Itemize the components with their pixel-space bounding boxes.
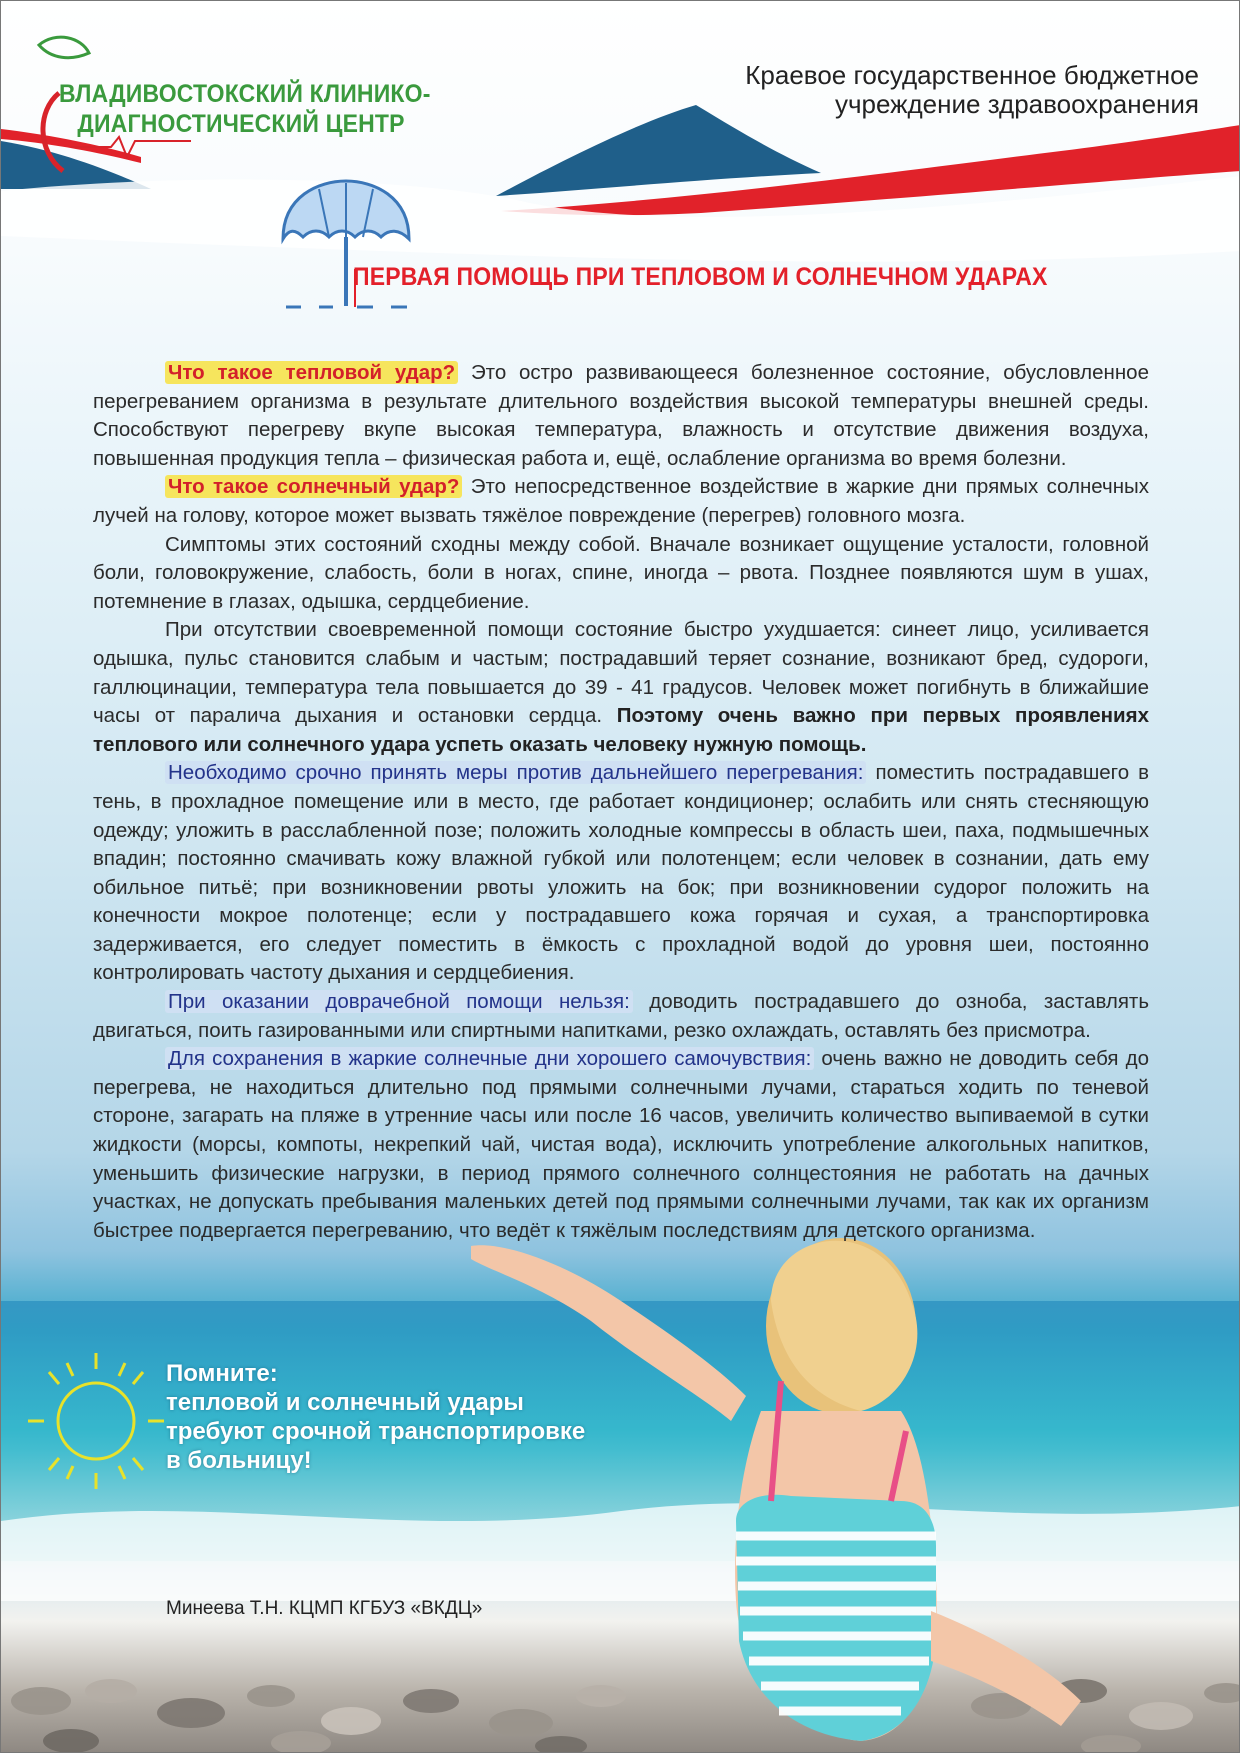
highlight-sunstroke-question: Что такое солнечный удар? xyxy=(165,475,462,498)
paragraph-do-not xyxy=(93,988,1149,1045)
highlight-heatstroke-question: Что такое тепловой удар? xyxy=(165,361,458,384)
remember-line-2: тепловой и солнечный удары xyxy=(166,1389,524,1416)
organization-name xyxy=(745,61,1199,119)
paragraph-text: Это непосредственное воздействие в жаркие дни прямых солнечных лучей на голову, которое может вызвать тяжёлое повреждение (перегрев) головного мозга. xyxy=(93,475,1149,527)
highlight-prevention: Для сохранения в жаркие солнечные дни хорошего самочувствия: xyxy=(165,1047,814,1070)
logo-line-2: ДИАГНОСТИЧЕСКИЙ ЦЕНТР xyxy=(77,110,405,138)
paragraph-text: При отсутствии своевременной помощи состояние быстро ухудшается: синеет лицо, усиливается одышка, пульс становится слабым и частым; пострадавший теряет сознание, возникают бред, судороги, галлюцинации, температура тела повышается до 39 - 41 градусов. Человек может погибнуть в ближайшие часы от паралича дыхания и остановки сердца. xyxy=(93,618,1149,728)
org-line-1: Краевое государственное бюджетное xyxy=(745,60,1199,90)
author-credit: Минеева Т.Н. КЦМП КГБУЗ «ВКДЦ» xyxy=(166,1598,483,1619)
paragraph-sunstroke xyxy=(93,473,1149,530)
paragraph-heatstroke xyxy=(93,359,1149,473)
page-title: ПЕРВАЯ ПОМОЩЬ ПРИ ТЕПЛОВОМ И СОЛНЕЧНОМ УДАРАХ xyxy=(353,263,1048,291)
logo-text xyxy=(59,79,431,139)
remember-line-4: в больницу! xyxy=(166,1447,312,1474)
remember-line-3: требуют срочной транспортировке xyxy=(166,1418,586,1445)
paragraph-prevention xyxy=(93,1045,1149,1245)
paragraph-text: Это остро развивающееся болезненное состояние, обусловленное перегреванием организма в результате длительного воздействия высокой температуры внешней среды. Способствуют перегреву вкупе высокая температура, влажность и отсутствие движения воздуха, повышенная продукция тепла – физическая работа и, ещё, ослабление организма во время болезни. xyxy=(93,361,1149,470)
paragraph-text: поместить пострадавшего в тень, в прохладное помещение или в место, где работает кондиционер; ослабить или снять стесняющую одежду; уложить в расслабленной позе; положить холодные компрессы в область шеи, паха, подмышечных впадин; постоянно смачивать кожу влажной губкой или полотенцем; если человек в сознании, дать ему обильное питьё; при возникновении рвоты уложить на бок; при возникновении судорог положить на конечности мокрое полотенце; если у пострадавшего кожа горячая и сухая, а транспортировка задерживается, его следует поместить в ёмкость с прохладной водой до уровня шеи, постоянно контролировать частоту дыхания и сердцебиения. xyxy=(93,761,1150,985)
white-wave xyxy=(1,176,1240,262)
highlight-do-not: При оказании доврачебной помощи нельзя: xyxy=(165,990,633,1013)
org-line-2: учреждение здравоохранения xyxy=(834,89,1199,119)
paragraph-progression xyxy=(93,616,1149,759)
paragraph-first-aid xyxy=(93,759,1149,988)
bold-warning: Поэтому очень важно при первых проявлениях теплового или солнечного удара успеть оказать человеку нужную помощь. xyxy=(93,704,1150,756)
remember-note xyxy=(166,1359,585,1475)
paragraph-text: очень важно не доводить себя до перегрева, не находиться длительно под прямыми солнечными лучами, стараться ходить по теневой стороне, загарать на пляже в утренние часы или после 16 часов, увеличить количество выпиваемой в сутки жидкости (морсы, компоты, некрепкий чай, чистая вода), исключить употребление алкогольных напитков, уменьшить физические нагрузки, в период прямого солнечного солнцестояния не работать на дачных участках, не допускать пребывания маленьких детей под прямыми солнечными лучами, так как их организм быстрее подвергается перегреванию, что ведёт к тяжёлым последствиям для детского организма. xyxy=(93,1047,1149,1242)
paragraph-text: доводить пострадавшего до озноба, заставлять двигаться, поить газированными или спиртными напитками, резко охлаждать, оставлять без присмотра. xyxy=(93,990,1150,1042)
remember-line-1: Помните: xyxy=(166,1360,278,1387)
paragraph-symptoms: Симптомы этих состояний сходны между собой. Вначале возникает ощущение усталости, головной боли, головокружение, слабость, боли в ногах, спине, иногда – рвота. Позднее появляются шум в ушах, потемнение в глазах, одышка, сердцебиение. xyxy=(93,532,1149,613)
logo-line-1: ВЛАДИВОСТОКСКИЙ КЛИНИКО- xyxy=(59,80,431,108)
surf xyxy=(1,1503,1240,1601)
highlight-first-aid: Необходимо срочно принять меры против дальнейшего перегревания: xyxy=(165,761,866,784)
article-body xyxy=(93,359,1149,1245)
